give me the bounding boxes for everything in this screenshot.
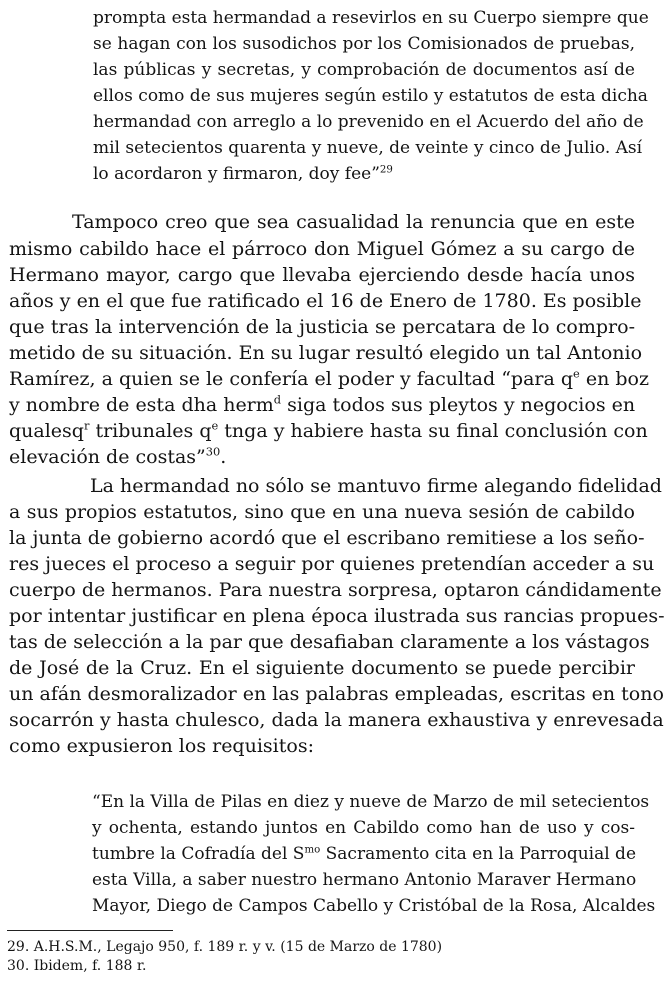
footnote-ref: 30 [205,444,221,459]
text-line: mismo cabildo hace el párroco don Miguel Gómez a su cargo de [9,238,635,260]
footnote-29: 29. A.H.S.M., Legajo 950, f. 189 r. y v. (15 de Marzo de 1780) [7,939,443,955]
text-line: por intentar justificar en plena época ilustrada sus rancias propues- [9,605,665,627]
text-line: cuerpo de hermanos. Para nuestra sorpresa, optaron cándidamente [9,579,662,601]
text-line: res jueces el proceso a seguir por quienes pretendían acceder a su [9,553,655,575]
quote-line: se hagan con los susodichos por los Comisionados de pruebas, [93,34,635,54]
text-line: y nombre de esta dha herm$^d$ siga todos sus pleytos y negocios en [9,392,636,416]
text-line: de José de la Cruz. En el siguiente documento se puede percibir [9,657,635,679]
quote-line: prompta esta hermandad a resevirlos en su Cuerpo siempre que [93,8,649,28]
quote-line: ellos como de sus mujeres según estilo y estatutos de esta dicha [93,86,648,106]
quote-line: las públicas y secretas, y comprobación de documentos así de [93,60,635,80]
text-line: Ramírez, a quien se le confería el poder y facultad “para $q^e$ en boz [9,366,649,390]
footnote-ref: 29 [379,164,393,176]
text-line: La hermandad no sólo se mantuvo firme alegando fidelidad [90,475,662,497]
footnote-30: 30. Ibidem, f. 188 r. [7,958,147,974]
quote-line: Mayor, Diego de Campos Cabello y Cristóbal de la Rosa, Alcaldes [92,896,656,916]
text-line: Hermano mayor, cargo que llevaba ejerciendo desde hacía unos [9,264,635,286]
text-line: socarrón y hasta chulesco, dada la manera exhaustiva y enrevesada [9,709,664,731]
quote-line: mil setecientos quarenta y nueve, de veinte y cinco de Julio. Así [93,138,643,158]
quote-line: “En la Villa de Pilas en diez y nueve de Marzo de mil setecientos [92,792,650,812]
quote-line: esta Villa, a saber nuestro hermano Antonio Maraver Hermano [92,870,637,890]
footnote-separator [7,930,173,931]
text-line: metido de su situación. En su lugar resultó elegido un tal Antonio [9,342,643,364]
text-line: un afán desmoralizador en las palabras empleadas, escritas en tono [9,683,664,705]
quote-line: lo acordaron y firmaron, doy fee”$^{29}$ [93,164,393,184]
text-line: como expusieron los requisitos: [9,735,314,757]
text-line: a sus propios estatutos, sino que en una nueva sesión de cabildo [9,501,635,523]
text-line: que tras la intervención de la justicia se percatara de lo compro- [9,316,635,338]
text-line: elevación de costas”$^{30}$. [9,444,227,468]
quote-line: hermandad con arreglo a lo prevenido en el Acuerdo del año de [93,112,644,132]
text-line: tas de selección a la par que desafiaban claramente a los vástagos [9,631,650,653]
quote-line: tumbre la Cofradía del $S^{mo}$ Sacramento cita en la Parroquial de [92,844,637,864]
text-line: años y en el que fue ratificado el 16 de Enero de 1780. Es posible [9,290,642,312]
text-line: qualesq$^r$ tribunales $q^e$ tnga y habiere hasta su final conclusión con [9,418,648,442]
text-line: la junta de gobierno acordó que el escribano remitiese a los seño- [9,527,645,549]
text-line: Tampoco creo que sea casualidad la renuncia que en este [72,211,635,233]
quote-line: y ochenta, estando juntos en Cabildo como han de uso y cos- [92,818,635,838]
